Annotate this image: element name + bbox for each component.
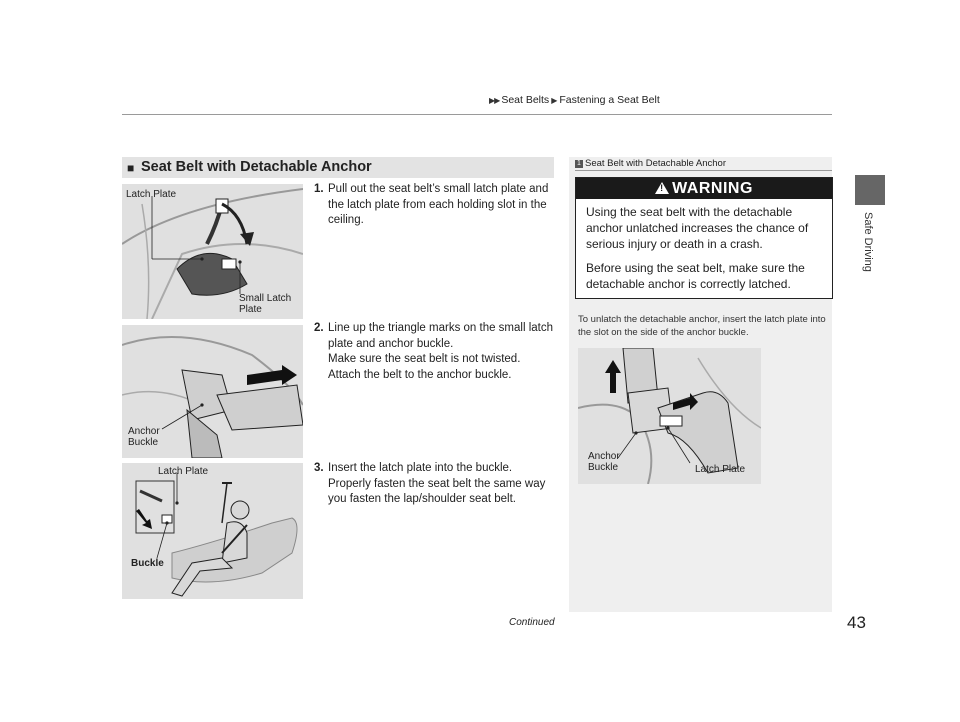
note-body: To unlatch the detachable anchor, insert the latch plate into the slot on the side of the anchor buckle.: [578, 314, 826, 338]
warning-triangle-icon: !: [655, 182, 669, 194]
double-triangle-icon: ▶▶: [489, 96, 500, 105]
figure-ceiling-latch: [122, 184, 303, 319]
breadcrumb-seat-belts[interactable]: Seat Belts: [501, 94, 550, 106]
note-title: [575, 158, 726, 169]
step-2-line-2: Make sure the seat belt is not twisted.: [328, 353, 521, 365]
label-latch-plate: Latch Plate: [126, 189, 177, 200]
note-rule: [575, 170, 832, 171]
label-buckle-3: Buckle: [131, 558, 164, 569]
label-latch-plate-3: Latch Plate: [158, 466, 209, 477]
figure-anchor-buckle: [122, 325, 303, 458]
warning-header: [576, 178, 832, 199]
label-small-latch-plate: Plate: [239, 304, 262, 315]
continued-label: Continued: [509, 617, 555, 628]
warning-box: [575, 177, 833, 299]
breadcrumb-fastening[interactable]: Fastening a Seat Belt: [559, 94, 660, 106]
warning-label: WARNING: [672, 180, 753, 197]
step-3-number: 3.: [314, 462, 324, 474]
step-1: [314, 182, 554, 229]
figure-unlatch-anchor: [578, 348, 761, 484]
section-heading: [122, 157, 554, 178]
warning-paragraph-1: Using the seat belt with the detachable anchor unlatched increases the chance of serious injury or death in a crash.: [586, 205, 809, 251]
label-anchor: Anchor: [128, 426, 160, 437]
step-2-line-1: Line up the triangle marks on the small latch plate and anchor buckle.: [328, 322, 554, 350]
label-anchor-4: Anchor: [588, 451, 620, 462]
label-buckle-4: Buckle: [588, 462, 619, 473]
step-2: [314, 321, 554, 383]
step-2-line-3: Attach the belt to the anchor buckle.: [328, 368, 512, 381]
step-1-text: Pull out the seat belt’s small latch plate and the latch plate from each holding slot in the ceiling.: [328, 183, 549, 226]
label-small-latch: Small Latch: [239, 293, 292, 304]
step-1-number: 1.: [314, 183, 324, 195]
page-number: 43: [847, 613, 866, 632]
section-title: Seat Belt with Detachable Anchor: [141, 159, 372, 175]
chapter-label: Safe Driving: [862, 212, 874, 272]
figure-fasten-belt: [122, 463, 303, 599]
square-bullet-icon: ■: [127, 161, 135, 175]
warning-paragraph-2: Before using the seat belt, make sure the detachable anchor is correctly latched.: [586, 261, 805, 291]
header-rule: [122, 114, 832, 115]
step-2-number: 2.: [314, 322, 324, 334]
label-latch-plate-4: Latch Plate: [695, 464, 746, 475]
step-3-text: Insert the latch plate into the buckle. Properly fasten the seat belt the same way you fasten the lap/shoulder seat belt.: [328, 462, 546, 505]
label-buckle: Buckle: [128, 437, 159, 448]
triangle-separator-icon: ▶: [551, 96, 558, 105]
step-3: [314, 461, 554, 508]
note-marker-icon: 1: [575, 160, 583, 168]
breadcrumb: [489, 94, 660, 106]
chapter-tab[interactable]: [855, 175, 885, 205]
note-title-text: Seat Belt with Detachable Anchor: [585, 158, 727, 169]
